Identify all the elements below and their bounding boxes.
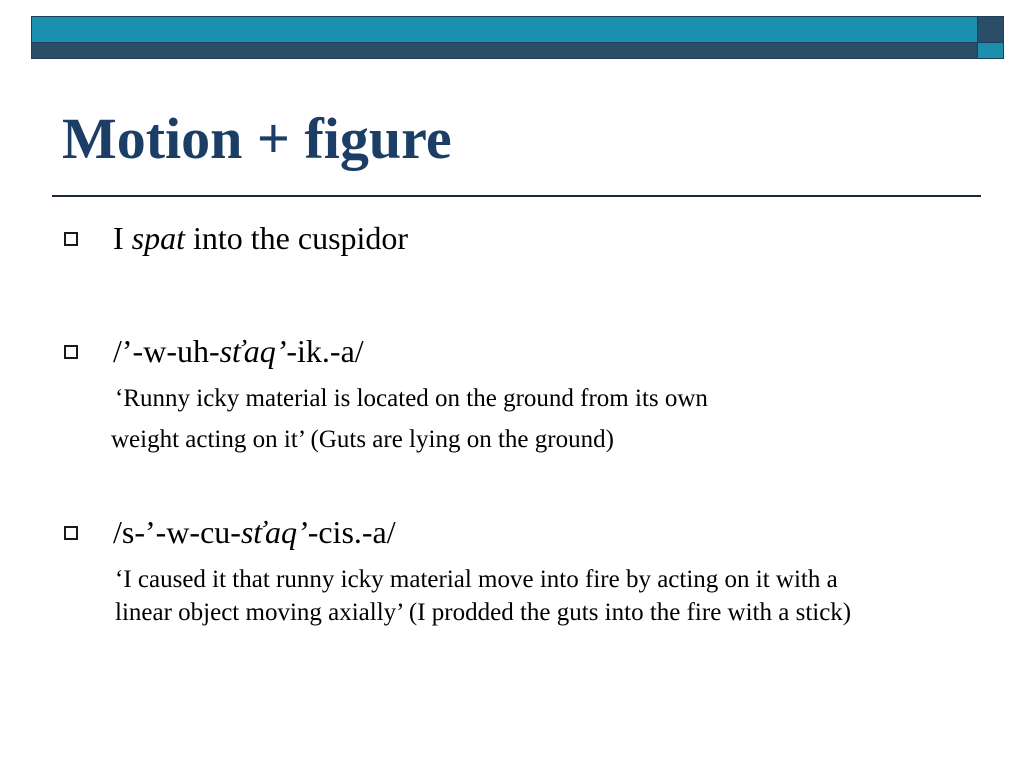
bullet-3-sub-line-1: ‘I caused it that runny icky material move into fire by acting on it with a	[115, 566, 838, 593]
bullet-1-text-italic: spat	[131, 220, 185, 256]
header-bar-bottom	[31, 42, 978, 59]
bullet-square-icon	[64, 345, 78, 359]
header-bar-top	[31, 16, 978, 43]
slide-title: Motion + figure	[62, 106, 452, 171]
bullet-item-2	[113, 335, 364, 367]
bullet-3-text-a: /s-’-w-cu-	[113, 514, 241, 550]
bullet-item-3	[113, 516, 396, 548]
bullet-square-icon	[64, 526, 78, 540]
bullet-1-text-a: I	[113, 220, 132, 256]
bullet-2-text-a: /’-w-uh-	[113, 333, 220, 369]
bullet-2-sub-line-2: weight acting on it’ (Guts are lying on the ground)	[111, 426, 614, 453]
bullet-2-text-b: -ik.-a/	[286, 333, 364, 369]
header-square-top	[977, 16, 1004, 43]
bullet-item-1	[113, 222, 408, 254]
header-square-bottom	[977, 42, 1004, 59]
title-divider	[52, 195, 981, 197]
bullet-square-icon	[64, 232, 78, 246]
bullet-2-sub-line-1: ‘Runny icky material is located on the ground from its own	[115, 385, 708, 412]
bullet-3-text-b: -cis.-a/	[307, 514, 396, 550]
bullet-1-text-b: into the cuspidor	[185, 220, 409, 256]
bullet-3-sub-line-2: linear object moving axially’ (I prodded the guts into the fire with a stick)	[115, 599, 852, 626]
bullet-2-text-italic: sťaq’	[219, 333, 287, 369]
bullet-3-text-italic: sťaq’	[240, 514, 308, 550]
